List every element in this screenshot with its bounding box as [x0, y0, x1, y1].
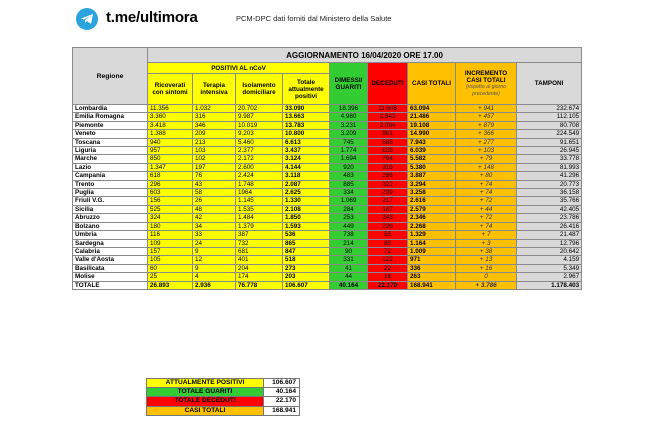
terapia-cell: 213 [193, 138, 236, 146]
brand-handle[interactable]: t.me/ultimora [106, 9, 198, 26]
terapia-cell: 26 [193, 197, 236, 205]
isolamento-cell: 681 [236, 247, 283, 255]
tamponi-cell: 23.786 [517, 214, 582, 222]
isolamento-header: Isolamento domiciliare [236, 74, 283, 105]
dimessi-cell: 253 [330, 214, 368, 222]
ricoverati-cell: 180 [148, 222, 193, 230]
incremento-cell: + 277 [456, 138, 517, 146]
table-row [73, 172, 582, 180]
summary-value: 106.607 [264, 379, 300, 388]
totale-cell: 1.593 [283, 222, 330, 230]
deceduti-cell: 217 [368, 197, 408, 205]
isolamento-cell: 9.203 [236, 130, 283, 138]
totale-cell: 2.087 [283, 180, 330, 188]
table-row [73, 247, 582, 255]
ricoverati-cell: 156 [148, 197, 193, 205]
deceduti-cell: 122 [368, 256, 408, 264]
dimessi-cell: 44 [330, 273, 368, 281]
totale-cell: 10.800 [283, 130, 330, 138]
tamponi-cell: 1.178.403 [517, 281, 582, 289]
dimessi-header: DIMESSI/ GUARITI [330, 63, 368, 105]
tamponi-cell: 36.158 [517, 189, 582, 197]
incremento-cell: + 366 [456, 130, 517, 138]
positivi-group-header: POSITIVI AL nCoV [148, 63, 330, 74]
table-row [73, 214, 582, 222]
deceduti-cell: 2.094 [368, 121, 408, 129]
regione-cell: Trento [73, 180, 148, 188]
totale-cell: 1.850 [283, 214, 330, 222]
incremento-cell: + 148 [456, 163, 517, 171]
incremento-cell: + 103 [456, 147, 517, 155]
deceduti-cell: 187 [368, 205, 408, 213]
isolamento-cell: 1.379 [236, 222, 283, 230]
deceduti-cell: 226 [368, 222, 408, 230]
ricoverati-cell: 525 [148, 205, 193, 213]
dimessi-cell: 738 [330, 231, 368, 239]
tamponi-cell: 2.967 [517, 273, 582, 281]
table-row [73, 130, 582, 138]
incremento-cell: + 38 [456, 247, 517, 255]
totale-cell: 2.108 [283, 205, 330, 213]
totale-cell: 3.437 [283, 147, 330, 155]
incremento-cell: + 3.786 [456, 281, 517, 289]
dimessi-cell: 745 [330, 138, 368, 146]
casi-cell: 21.486 [408, 113, 456, 121]
totale-cell: 13.783 [283, 121, 330, 129]
casi-cell: 7.943 [408, 138, 456, 146]
ricoverati-cell: 25 [148, 273, 193, 281]
terapia-cell: 76 [193, 172, 236, 180]
tamponi-cell: 4.159 [517, 256, 582, 264]
dimessi-cell: 40.164 [330, 281, 368, 289]
dimessi-cell: 18.396 [330, 105, 368, 113]
summary-row [147, 406, 300, 415]
regione-cell: Campania [73, 172, 148, 180]
casi-cell: 1.164 [408, 239, 456, 247]
regione-cell: Veneto [73, 130, 148, 138]
dimessi-cell: 1.694 [330, 155, 368, 163]
casi-cell: 5.582 [408, 155, 456, 163]
summary-label: TOTALE GUARITI [147, 388, 264, 397]
incremento-cell: + 941 [456, 105, 517, 113]
isolamento-cell: 401 [236, 256, 283, 264]
isolamento-cell: 1964 [236, 189, 283, 197]
summary-row [147, 379, 300, 388]
terapia-cell: 42 [193, 214, 236, 222]
dimessi-cell: 214 [330, 239, 368, 247]
summary-value: 22.170 [264, 397, 300, 406]
casi-cell: 1.329 [408, 231, 456, 239]
regione-cell: Toscana [73, 138, 148, 146]
isolamento-cell: 1.145 [236, 197, 283, 205]
dimessi-cell: 331 [330, 256, 368, 264]
deceduti-cell: 286 [368, 172, 408, 180]
totale-cell: 203 [283, 273, 330, 281]
totale-cell: 3.124 [283, 155, 330, 163]
casi-cell: 3.887 [408, 172, 456, 180]
summary-label: ATTUALMENTE POSITIVI [147, 379, 264, 388]
tamponi-cell: 26.416 [517, 222, 582, 230]
deceduti-cell: 322 [368, 180, 408, 188]
tamponi-cell: 232.674 [517, 105, 582, 113]
telegram-icon [76, 8, 98, 30]
terapia-cell: 209 [193, 130, 236, 138]
regione-cell: Calabria [73, 247, 148, 255]
terapia-cell: 1.032 [193, 105, 236, 113]
isolamento-cell: 9.987 [236, 113, 283, 121]
isolamento-cell: 5.460 [236, 138, 283, 146]
isolamento-cell: 1.748 [236, 180, 283, 188]
incremento-cell: + 74 [456, 222, 517, 230]
ricoverati-cell: 60 [148, 264, 193, 272]
ricoverati-cell: 603 [148, 189, 193, 197]
deceduti-cell: 316 [368, 163, 408, 171]
ricoverati-cell: 105 [148, 256, 193, 264]
dimessi-cell: 920 [330, 163, 368, 171]
deceduti-cell: 243 [368, 214, 408, 222]
isolamento-cell: 10.019 [236, 121, 283, 129]
terapia-cell: 102 [193, 155, 236, 163]
casi-cell: 19.108 [408, 121, 456, 129]
table-body [73, 105, 582, 290]
ricoverati-cell: 324 [148, 214, 193, 222]
incremento-cell: + 80 [456, 172, 517, 180]
incremento-header [456, 63, 517, 105]
deceduti-cell: 981 [368, 130, 408, 138]
regione-header: Regione [73, 48, 148, 105]
deceduti-cell: 828 [368, 147, 408, 155]
isolamento-cell: 387 [236, 231, 283, 239]
incremento-cell: + 457 [456, 113, 517, 121]
table-row [73, 231, 582, 239]
terapia-header: Terapia intensiva [193, 74, 236, 105]
incremento-title: INCREMENTO CASI TOTALI [464, 69, 508, 84]
ricoverati-cell: 850 [148, 155, 193, 163]
isolamento-cell: 2.377 [236, 147, 283, 155]
deceduti-cell: 22.170 [368, 281, 408, 289]
summary-value: 168.941 [264, 406, 300, 415]
casi-cell: 2.268 [408, 222, 456, 230]
totals-row [73, 281, 582, 289]
dimessi-cell: 1.774 [330, 147, 368, 155]
regione-cell: Piemonte [73, 121, 148, 129]
table-row [73, 138, 582, 146]
casi-cell: 63.094 [408, 105, 456, 113]
regione-cell: Puglia [73, 189, 148, 197]
regione-cell: TOTALE [73, 281, 148, 289]
dimessi-cell: 284 [330, 205, 368, 213]
deceduti-cell: 85 [368, 239, 408, 247]
terapia-cell: 197 [193, 163, 236, 171]
incremento-cell: + 7 [456, 231, 517, 239]
terapia-cell: 346 [193, 121, 236, 129]
isolamento-cell: 1.535 [236, 205, 283, 213]
regione-cell: Lombardia [73, 105, 148, 113]
totale-cell: 106.607 [283, 281, 330, 289]
ricoverati-cell: 3.360 [148, 113, 193, 121]
incremento-cell: + 16 [456, 264, 517, 272]
tamponi-cell: 224.549 [517, 130, 582, 138]
terapia-cell: 34 [193, 222, 236, 230]
tamponi-cell: 5.349 [517, 264, 582, 272]
regione-cell: Basilicata [73, 264, 148, 272]
casi-cell: 168.941 [408, 281, 456, 289]
ricoverati-cell: 618 [148, 172, 193, 180]
totale-positivi-header: Totale attualmente positivi [283, 74, 330, 105]
deceduti-cell: 55 [368, 231, 408, 239]
incremento-cell: + 3 [456, 239, 517, 247]
tamponi-cell: 20.642 [517, 247, 582, 255]
totale-cell: 4.144 [283, 163, 330, 171]
tamponi-cell: 91.651 [517, 138, 582, 146]
table-row [73, 256, 582, 264]
ricoverati-cell: 940 [148, 138, 193, 146]
isolamento-cell: 2.600 [236, 163, 283, 171]
ricoverati-cell: 3.418 [148, 121, 193, 129]
regione-cell: Friuli V.G. [73, 197, 148, 205]
incremento-cell: + 74 [456, 180, 517, 188]
tamponi-header: TAMPONI [517, 63, 582, 105]
terapia-cell: 316 [193, 113, 236, 121]
terapia-cell: 4 [193, 273, 236, 281]
ricoverati-header: Ricoverati con sintomi [148, 74, 193, 105]
ricoverati-cell: 11.356 [148, 105, 193, 113]
covid-data-sheet [72, 47, 581, 290]
casi-cell: 263 [408, 273, 456, 281]
regione-cell: Lazio [73, 163, 148, 171]
table-row [73, 197, 582, 205]
regional-data-table [72, 47, 582, 290]
terapia-cell: 12 [193, 256, 236, 264]
ricoverati-cell: 296 [148, 180, 193, 188]
table-row [73, 155, 582, 163]
data-source-note: PCM-DPC dati forniti dal Ministero della Salute [236, 14, 392, 23]
ricoverati-cell: 1.347 [148, 163, 193, 171]
table-row [73, 147, 582, 155]
tamponi-cell: 41.296 [517, 172, 582, 180]
regione-cell: Sicilia [73, 205, 148, 213]
incremento-cell: + 79 [456, 155, 517, 163]
table-row [73, 113, 582, 121]
totale-cell: 1.330 [283, 197, 330, 205]
incremento-subtitle: (rispetto al giorno precedente) [465, 83, 507, 97]
table-row [73, 222, 582, 230]
incremento-cell: + 13 [456, 256, 517, 264]
dimessi-cell: 3.231 [330, 121, 368, 129]
regione-cell: Valle d'Aosta [73, 256, 148, 264]
deceduti-cell: 72 [368, 247, 408, 255]
incremento-cell: 0 [456, 273, 517, 281]
dimessi-cell: 41 [330, 264, 368, 272]
totale-cell: 518 [283, 256, 330, 264]
ricoverati-cell: 116 [148, 231, 193, 239]
terapia-cell: 48 [193, 205, 236, 213]
ricoverati-cell: 957 [148, 147, 193, 155]
casi-cell: 2.616 [408, 197, 456, 205]
isolamento-cell: 2.424 [236, 172, 283, 180]
tamponi-cell: 80.708 [517, 121, 582, 129]
incremento-cell: + 72 [456, 197, 517, 205]
table-row [73, 105, 582, 113]
table-row [73, 121, 582, 129]
tamponi-cell: 81.993 [517, 163, 582, 171]
tamponi-cell: 33.778 [517, 155, 582, 163]
isolamento-cell: 1.484 [236, 214, 283, 222]
incremento-cell: + 72 [456, 214, 517, 222]
totale-cell: 536 [283, 231, 330, 239]
regione-cell: Marche [73, 155, 148, 163]
dimessi-cell: 449 [330, 222, 368, 230]
terapia-cell: 9 [193, 247, 236, 255]
incremento-cell: + 44 [456, 205, 517, 213]
totale-cell: 6.613 [283, 138, 330, 146]
casi-cell: 14.990 [408, 130, 456, 138]
isolamento-cell: 732 [236, 239, 283, 247]
ricoverati-cell: 1.388 [148, 130, 193, 138]
table-row [73, 273, 582, 281]
deceduti-cell: 585 [368, 138, 408, 146]
tamponi-cell: 42.405 [517, 205, 582, 213]
summary-row [147, 388, 300, 397]
deceduti-cell: 11.608 [368, 105, 408, 113]
regione-cell: Umbria [73, 231, 148, 239]
casi-cell: 3.258 [408, 189, 456, 197]
incremento-cell: + 74 [456, 189, 517, 197]
casi-cell: 971 [408, 256, 456, 264]
totale-cell: 273 [283, 264, 330, 272]
tamponi-cell: 35.766 [517, 197, 582, 205]
table-row [73, 239, 582, 247]
ricoverati-cell: 109 [148, 239, 193, 247]
dimessi-cell: 3.209 [330, 130, 368, 138]
casi-totali-header: CASI TOTALI [408, 63, 456, 105]
regione-cell: Abruzzo [73, 214, 148, 222]
summary-label: TOTALE DECEDUTI [147, 397, 264, 406]
casi-cell: 2.346 [408, 214, 456, 222]
totale-cell: 3.118 [283, 172, 330, 180]
isolamento-cell: 204 [236, 264, 283, 272]
dimessi-cell: 4.980 [330, 113, 368, 121]
ricoverati-cell: 157 [148, 247, 193, 255]
tamponi-cell: 112.105 [517, 113, 582, 121]
tamponi-cell: 26.945 [517, 147, 582, 155]
update-title: AGGIORNAMENTO 16/04/2020 ORE 17.00 [148, 48, 582, 63]
deceduti-cell: 299 [368, 189, 408, 197]
regione-cell: Bolzano [73, 222, 148, 230]
table-row [73, 163, 582, 171]
casi-cell: 2.579 [408, 205, 456, 213]
table-row [73, 205, 582, 213]
tamponi-cell: 21.487 [517, 231, 582, 239]
dimessi-cell: 483 [330, 172, 368, 180]
deceduti-cell: 764 [368, 155, 408, 163]
table-row [73, 180, 582, 188]
deceduti-header: DECEDUTI [368, 63, 408, 105]
isolamento-cell: 174 [236, 273, 283, 281]
terapia-cell: 103 [193, 147, 236, 155]
tamponi-cell: 20.773 [517, 180, 582, 188]
regione-cell: Molise [73, 273, 148, 281]
summary-row [147, 397, 300, 406]
isolamento-cell: 2.172 [236, 155, 283, 163]
terapia-cell: 43 [193, 180, 236, 188]
summary-legend [146, 378, 300, 416]
dimessi-cell: 334 [330, 189, 368, 197]
regione-cell: Liguria [73, 147, 148, 155]
totale-cell: 33.090 [283, 105, 330, 113]
terapia-cell: 33 [193, 231, 236, 239]
terapia-cell: 58 [193, 189, 236, 197]
ricoverati-cell: 26.893 [148, 281, 193, 289]
terapia-cell: 24 [193, 239, 236, 247]
isolamento-cell: 20.702 [236, 105, 283, 113]
incremento-cell: + 879 [456, 121, 517, 129]
dimessi-cell: 90 [330, 247, 368, 255]
deceduti-cell: 2.843 [368, 113, 408, 121]
terapia-cell: 2.936 [193, 281, 236, 289]
totale-cell: 13.663 [283, 113, 330, 121]
dimessi-cell: 885 [330, 180, 368, 188]
regione-cell: Emilia Romagna [73, 113, 148, 121]
table-row [73, 189, 582, 197]
dimessi-cell: 1.069 [330, 197, 368, 205]
deceduti-cell: 16 [368, 273, 408, 281]
totale-cell: 865 [283, 239, 330, 247]
summary-value: 40.164 [264, 388, 300, 397]
casi-cell: 336 [408, 264, 456, 272]
table-row [73, 264, 582, 272]
summary-label: CASI TOTALI [147, 406, 264, 415]
totale-cell: 847 [283, 247, 330, 255]
casi-cell: 6.039 [408, 147, 456, 155]
casi-cell: 1.009 [408, 247, 456, 255]
totale-cell: 2.625 [283, 189, 330, 197]
casi-cell: 3.294 [408, 180, 456, 188]
tamponi-cell: 12.796 [517, 239, 582, 247]
deceduti-cell: 22 [368, 264, 408, 272]
casi-cell: 5.380 [408, 163, 456, 171]
isolamento-cell: 76.778 [236, 281, 283, 289]
terapia-cell: 9 [193, 264, 236, 272]
regione-cell: Sardegna [73, 239, 148, 247]
